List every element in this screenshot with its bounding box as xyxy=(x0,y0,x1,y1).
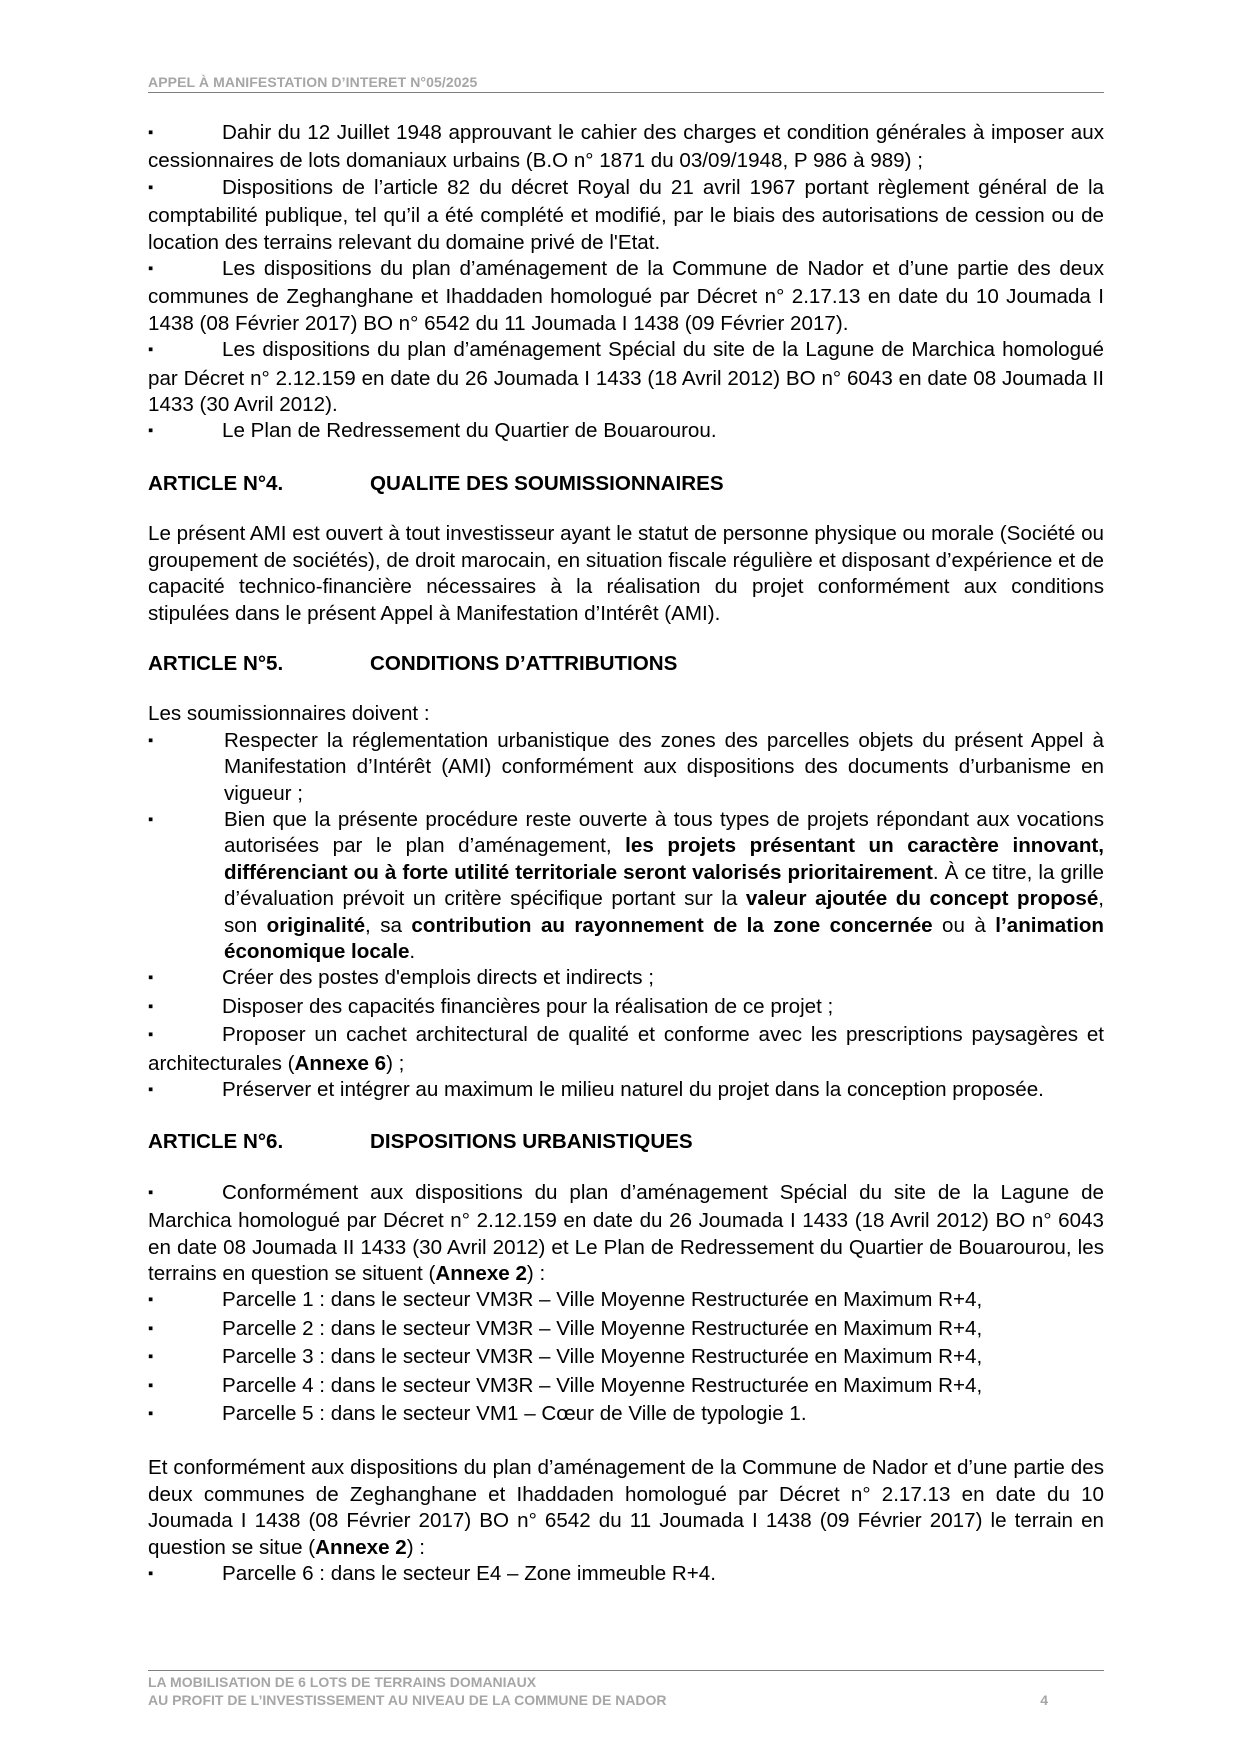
bullet-icon xyxy=(148,807,153,835)
page-header: APPEL À MANIFESTATION D’INTERET N°05/2025 xyxy=(148,74,1104,93)
list-item: ▪Le Plan de Redressement du Quartier de Bouarourou. xyxy=(148,418,1104,446)
bullet-icon xyxy=(148,1022,222,1050)
list-item: ▪Dahir du 12 Juillet 1948 approuvant le cahier des charges et condition générales à imposer aux cessionnaires de lots domaniaux urbains (B.O n° 1871 du 03/09/1948, P 986 à 989) ; xyxy=(148,120,1104,175)
bullet-icon xyxy=(148,994,222,1022)
bullet-icon xyxy=(148,1180,222,1208)
parcelle-item: ▪Parcelle 2 : dans le secteur VM3R – Ville Moyenne Restructurée en Maximum R+4, xyxy=(148,1316,1104,1344)
bullet-icon xyxy=(148,1344,222,1372)
article-6-paragraph: Et conformément aux dispositions du plan d’aménagement de la Commune de Nador et d’une partie des deux communes de Zeghanghane et Ihaddaden homologué par Décret n° 2.17.13 en date du 10 Joumada I 1438 (08 Février 2017) BO n° 6542 du 11 Joumada I 1438 (09 Février 2017) le terrain en question se situe (Annexe 2) : xyxy=(148,1456,1104,1559)
list-item: ▪Disposer des capacités financières pour la réalisation de ce projet ; xyxy=(148,994,1104,1022)
bullet-icon xyxy=(148,337,222,365)
footer-line-2: AU PROFIT DE L’INVESTISSEMENT AU NIVEAU DE LA COMMUNE DE NADOR xyxy=(148,1692,667,1708)
bullet-icon xyxy=(148,256,222,284)
article-4-heading: ARTICLE N°4. QUALITE DES SOUMISSIONNAIRES xyxy=(148,471,724,495)
article-5-heading: ARTICLE N°5. CONDITIONS D’ATTRIBUTIONS xyxy=(148,651,678,675)
list-item: ▪Préserver et intégrer au maximum le milieu naturel du projet dans la conception proposée. xyxy=(148,1077,1104,1105)
bullet-icon xyxy=(148,1316,222,1344)
parcelle-item: ▪Parcelle 3 : dans le secteur VM3R – Ville Moyenne Restructurée en Maximum R+4, xyxy=(148,1344,1104,1372)
parcelle-item: ▪Parcelle 6 : dans le secteur E4 – Zone immeuble R+4. xyxy=(148,1561,1104,1589)
article-6-heading: ARTICLE N°6. DISPOSITIONS URBANISTIQUES xyxy=(148,1130,693,1154)
bullet-icon xyxy=(148,728,153,756)
list-item: ▪ Respecter la réglementation urbanistique des zones des parcelles objets du présent Appel à Manifestation d’Intérêt (AMI) conformément aux dispositions des documents d’urbanisme en vigueur ; xyxy=(148,728,1104,807)
page-number: 4 xyxy=(1040,1692,1048,1708)
article-5-lead: Les soumissionnaires doivent : xyxy=(148,702,430,726)
bullet-icon xyxy=(148,965,222,993)
bullet-icon xyxy=(148,1287,222,1315)
list-item: ▪Les dispositions du plan d’aménagement Spécial du site de la Lagune de Marchica homologué par Décret n° 2.12.159 en date du 26 Joumada I 1433 (18 Avril 2012) BO n° 6043 en date 08 Joumada II 1433 (30 Avril 2012). xyxy=(148,337,1104,418)
document-body xyxy=(148,120,1104,1590)
list-item: ▪Dispositions de l’article 82 du décret Royal du 21 avril 1967 portant règlement général de la comptabilité publique, tel qu’il a été complété et modifié, par le biais des autorisations de cession ou de location des terrains relevant du domaine privé de l'Etat. xyxy=(148,175,1104,256)
list-item: ▪ Bien que la présente procédure reste ouverte à tous types de projets répondant aux vocations autorisées par le plan d’aménagement, les projets présentant un caractère innovant, différenciant ou à forte utilité territoriale seront valorisés prioritairement. À ce titre, la grille d’évaluation prévoit un critère spécifique portant sur la valeur ajoutée du concept proposé, son originalité, sa contribution au rayonnement de la zone concernée ou à l’animation économique locale. xyxy=(148,807,1104,965)
bullet-icon xyxy=(148,1077,222,1105)
bullet-icon xyxy=(148,175,222,203)
page-footer xyxy=(148,1670,1104,1709)
bullet-icon xyxy=(148,120,222,148)
list-item: ▪Les dispositions du plan d’aménagement de la Commune de Nador et d’une partie des deux communes de Zeghanghane et Ihaddaden homologué par Décret n° 2.17.13 en date du 10 Joumada I 1438 (08 Février 2017) BO n° 6542 du 11 Joumada I 1438 (09 Février 2017). xyxy=(148,256,1104,337)
bullet-icon xyxy=(148,1373,222,1401)
list-item: ▪Conformément aux dispositions du plan d’aménagement Spécial du site de la Lagune de Marchica homologué par Décret n° 2.12.159 en date du 26 Joumada I 1433 (18 Avril 2012) BO n° 6043 en date 08 Joumada II 1433 (30 Avril 2012) et Le Plan de Redressement du Quartier de Bouarourou, les terrains en question se situent (Annexe 2) : xyxy=(148,1180,1104,1288)
article-4-text: Le présent AMI est ouvert à tout investisseur ayant le statut de personne physique ou morale (Société ou groupement de sociétés), de droit marocain, en situation fiscale régulière et disposant d’expérience et de capacité technico-financière nécessaires à la réalisation du projet conformément aux conditions stipulées dans le présent Appel à Manifestation d’Intérêt (AMI). xyxy=(148,522,1104,625)
parcelle-item: ▪Parcelle 5 : dans le secteur VM1 – Cœur de Ville de typologie 1. xyxy=(148,1401,1104,1429)
list-item: ▪Proposer un cachet architectural de qualité et conforme avec les prescriptions paysagères et architecturales (Annexe 6) ; xyxy=(148,1022,1104,1077)
footer-line-1: LA MOBILISATION DE 6 LOTS DE TERRAINS DOMANIAUX xyxy=(148,1674,537,1690)
parcelle-item: ▪Parcelle 4 : dans le secteur VM3R – Ville Moyenne Restructurée en Maximum R+4, xyxy=(148,1373,1104,1401)
parcelle-item: ▪Parcelle 1 : dans le secteur VM3R – Ville Moyenne Restructurée en Maximum R+4, xyxy=(148,1287,1104,1315)
bullet-icon xyxy=(148,418,222,446)
bullet-icon xyxy=(148,1401,222,1429)
bullet-icon xyxy=(148,1561,222,1589)
list-item: ▪Créer des postes d'emplois directs et indirects ; xyxy=(148,965,1104,993)
